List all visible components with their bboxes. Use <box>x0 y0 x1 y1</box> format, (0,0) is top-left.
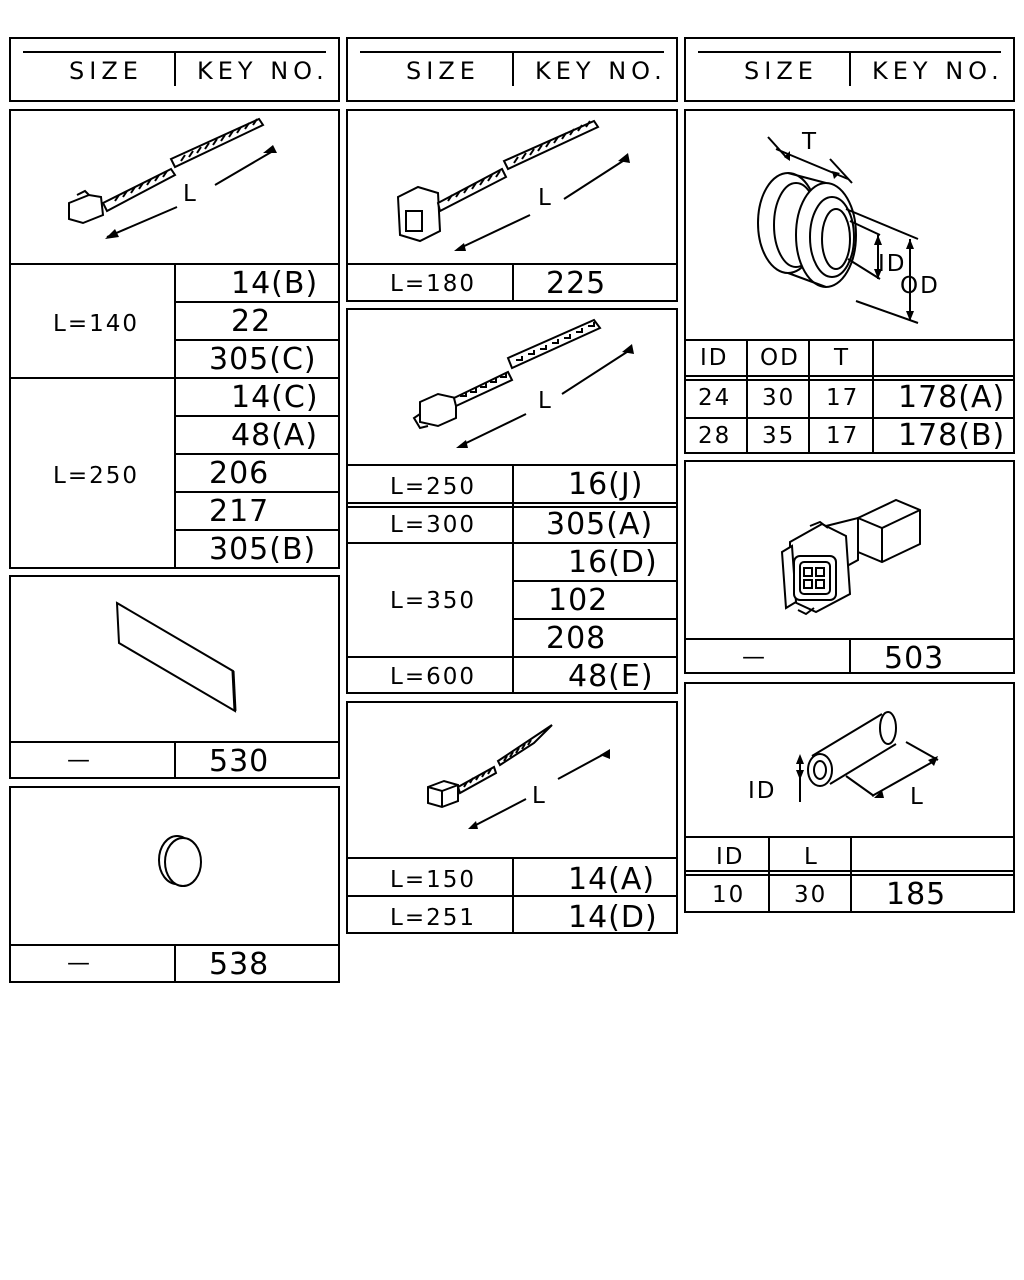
id-cell: 28 <box>698 423 732 449</box>
id-cell: 10 <box>712 882 746 908</box>
part-tube <box>684 682 1015 913</box>
size-cell: L=600 <box>390 664 476 690</box>
size-cell: L=350 <box>390 588 476 614</box>
key-cell: 14(D) <box>568 900 658 935</box>
key-cell: 208 <box>546 621 607 656</box>
table-rule <box>686 339 1013 341</box>
column-header-t: T <box>834 345 851 371</box>
cable-tie-illustration <box>348 111 680 265</box>
disc-illustration <box>11 788 342 944</box>
key-cell: 16(D) <box>568 545 658 580</box>
header-col3 <box>684 37 1015 102</box>
header-key-label: KEY NO. <box>535 57 667 85</box>
table-rule <box>348 656 676 658</box>
key-cell: 14(C) <box>231 380 319 415</box>
column-header-id: ID <box>716 844 745 870</box>
header-key-label: KEY NO. <box>197 57 329 85</box>
od-cell: 30 <box>762 385 796 411</box>
key-cell: 217 <box>209 494 270 529</box>
key-cell: 206 <box>209 456 270 491</box>
key-cell: 225 <box>546 266 607 301</box>
key-cell: 14(B) <box>231 266 319 301</box>
table-rule <box>174 491 338 493</box>
table-divider <box>849 638 851 672</box>
dim-label-L: L <box>538 185 553 211</box>
cable-tie-illustration <box>348 703 680 859</box>
table-rule <box>174 453 338 455</box>
dim-label-L: L <box>910 784 925 810</box>
tube-illustration <box>686 684 1017 836</box>
part-tape <box>9 575 340 779</box>
size-cell: — <box>742 644 767 670</box>
part-cable-tie-140-250 <box>9 109 340 569</box>
column-header-l: L <box>804 844 819 870</box>
key-cell: 305(C) <box>209 342 317 377</box>
table-rule <box>11 377 338 379</box>
cable-tie-illustration <box>11 111 342 265</box>
table-rule <box>348 542 676 544</box>
key-cell: 48(E) <box>568 659 654 694</box>
grommet-illustration <box>686 111 1017 341</box>
header-size-label: SIZE <box>406 57 480 85</box>
table-divider <box>512 263 514 300</box>
key-cell: 305(A) <box>546 507 654 542</box>
key-cell: 503 <box>884 641 945 676</box>
table-divider <box>872 339 874 452</box>
part-connector <box>684 460 1015 674</box>
key-cell: 538 <box>209 947 270 982</box>
key-cell: 178(A) <box>898 380 1006 415</box>
table-rule <box>512 580 676 582</box>
size-cell: L=300 <box>390 512 476 538</box>
table-divider <box>174 741 176 777</box>
size-cell: L=180 <box>390 271 476 297</box>
key-cell: 530 <box>209 744 270 779</box>
key-cell: 185 <box>886 877 947 912</box>
dim-label-ID: ID <box>748 778 777 804</box>
table-rule <box>686 874 1013 876</box>
key-cell: 178(B) <box>898 418 1006 453</box>
size-cell: — <box>67 747 92 773</box>
header-divider <box>174 53 176 86</box>
dim-label-L: L <box>532 783 547 809</box>
od-cell: 35 <box>762 423 796 449</box>
key-cell: 305(B) <box>209 532 317 567</box>
table-rule <box>348 502 676 504</box>
header-col2 <box>346 37 678 102</box>
header-divider <box>849 53 851 86</box>
key-cell: 14(A) <box>568 862 656 897</box>
header-size-label: SIZE <box>744 57 818 85</box>
part-disc <box>9 786 340 983</box>
key-cell: 16(J) <box>568 467 644 502</box>
part-cable-tie-150-251 <box>346 701 678 934</box>
table-rule <box>174 339 338 341</box>
key-cell: 48(A) <box>231 418 319 453</box>
key-cell: 102 <box>548 583 609 618</box>
cable-tie-illustration <box>348 310 680 466</box>
size-cell: L=150 <box>390 867 476 893</box>
dim-label-L: L <box>183 181 198 207</box>
part-grommet <box>684 109 1015 454</box>
dim-label-T: T <box>802 129 819 155</box>
table-rule <box>174 529 338 531</box>
table-rule <box>174 301 338 303</box>
header-col1 <box>9 37 340 102</box>
header-size-label: SIZE <box>69 57 143 85</box>
table-divider <box>746 339 748 452</box>
t-cell: 17 <box>826 423 860 449</box>
table-rule <box>686 870 1013 872</box>
dim-label-L: L <box>538 388 553 414</box>
dim-label-ID: ID <box>878 251 907 277</box>
size-cell: — <box>67 950 92 976</box>
connector-illustration <box>686 462 1017 638</box>
table-rule <box>348 895 676 897</box>
table-rule <box>686 375 1013 377</box>
tape-illustration <box>11 577 342 741</box>
size-cell: L=140 <box>53 311 139 337</box>
table-divider <box>808 339 810 452</box>
column-header-od: OD <box>760 345 800 371</box>
size-cell: L=251 <box>390 905 476 931</box>
column-header-id: ID <box>700 345 729 371</box>
part-cable-tie-250-600 <box>346 308 678 694</box>
t-cell: 17 <box>826 385 860 411</box>
size-cell: L=250 <box>390 474 476 500</box>
part-cable-tie-180 <box>346 109 678 302</box>
size-cell: L=250 <box>53 463 139 489</box>
l-cell: 30 <box>794 882 828 908</box>
key-cell: 22 <box>231 304 272 339</box>
header-divider <box>512 53 514 86</box>
table-divider <box>174 944 176 981</box>
table-rule <box>512 618 676 620</box>
table-rule <box>174 415 338 417</box>
header-key-label: KEY NO. <box>872 57 1004 85</box>
id-cell: 24 <box>698 385 732 411</box>
dim-label-OD: OD <box>900 273 940 299</box>
